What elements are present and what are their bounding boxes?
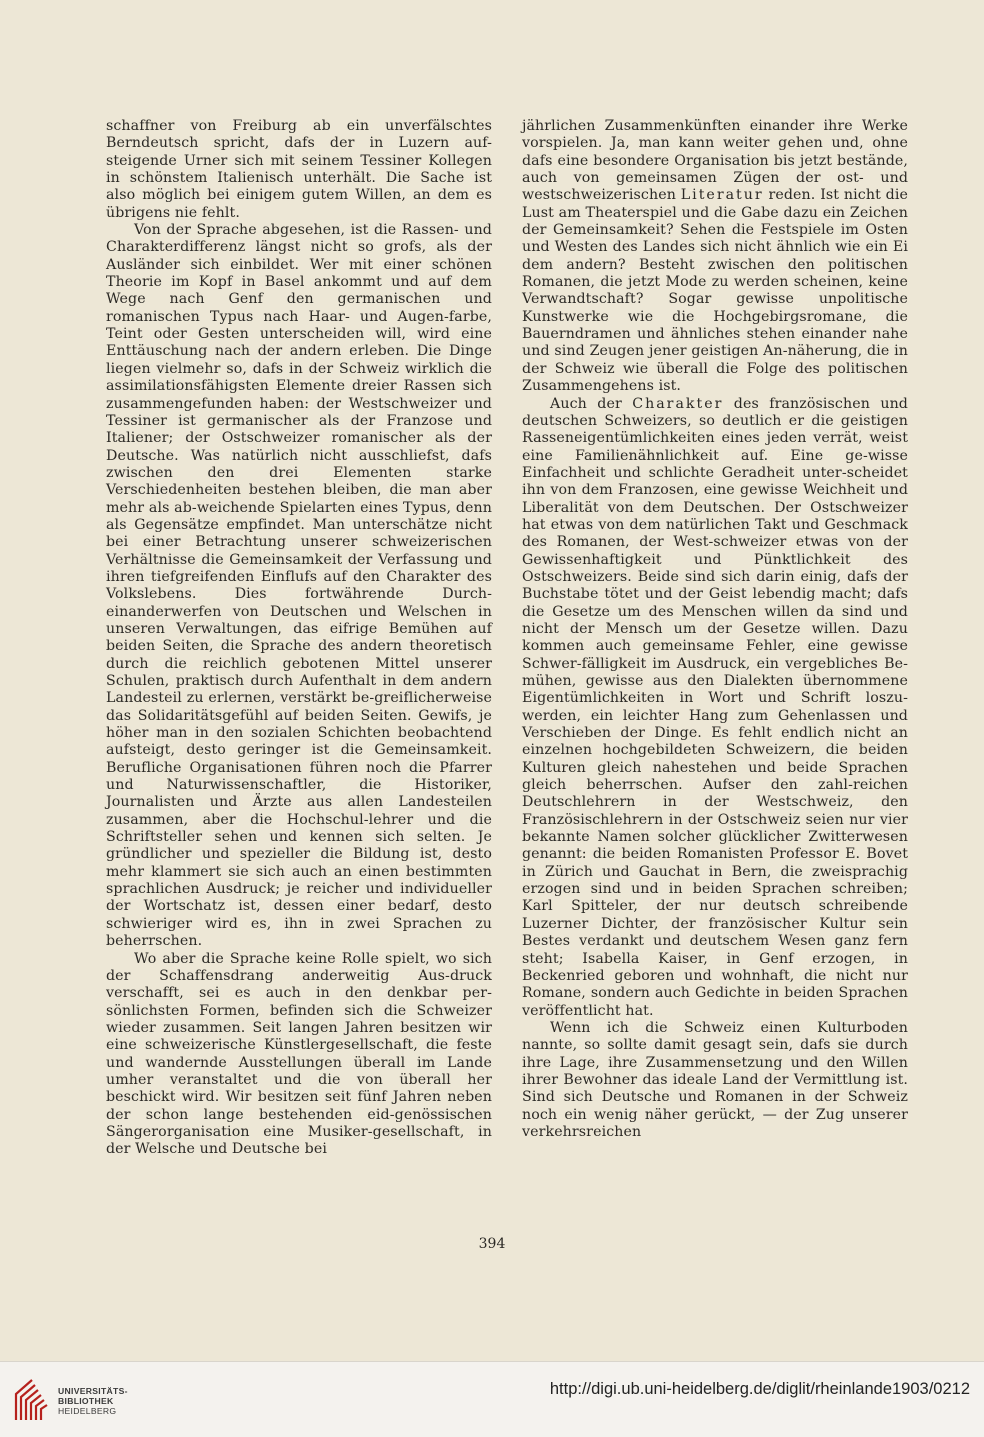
library-name-line: BIBLIOTHEK <box>58 1396 114 1406</box>
source-url-link[interactable]: http://digi.ub.uni-heidelberg.de/diglit/rheinlande1903/0212 <box>549 1380 970 1398</box>
library-name-line: HEIDELBERG <box>58 1406 117 1416</box>
paragraph <box>522 396 908 1020</box>
paragraph: Von der Sprache abgesehen, ist die Rassen- und Charakterdifferenz längst nicht so grofs, als der Ausländer sich einbildet. Wer mit einer schönen Theorie im Kopf in Basel ankommt und auf dem Wege nach Genf den germanischen und romanischen Typus nach Haar- und Augen-farbe, Teint oder Gesten unterscheiden will, wird eine Enttäuschung nach der andern erleben. Die Dinge liegen vielmehr so, dafs in der Schweiz wirklich die assimilationsfähigsten Elemente dreier Rassen sich zusammengefunden haben: der Westschweizer und Tessiner ist germanischer als der Franzose und Italiener; der Ostschweizer romanischer als der Deutsche. Was natürlich nicht ausschliefst, dafs zwischen den drei Elementen starke Verschiedenheiten bestehen bleiben, die man aber mehr als ab-weichende Spielarten eines Typus, denn als Gegensätze empfindet. Man unterschätze nicht bei einer Betrachtung unserer schweizerischen Verhältnisse die Gemeinsamkeit der Verfassung und ihren tiefgreifenden Einflufs auf den Charakter des Volkslebens. Dies fortwährende Durch-einanderwerfen von Deutschen und Welschen in unseren Verwaltungen, das eifrige Bemühen auf beiden Seiten, die Sprache des andern theoretisch durch die reichlich gebotenen Mittel unserer Schulen, praktisch durch Aufenthalt in dem andern Landesteil zu erlernen, verstärkt be-greiflicherweise das Solidaritätsgefühl auf beiden Seiten. Gewifs, je höher man in den sozialen Schichten beobachtend aufsteigt, desto geringer ist die Gemeinsamkeit. Berufliche Organisationen führen noch die Pfarrer und Naturwissenschaftler, die Historiker, Journalisten und Ärzte aus allen Landesteilen zusammen, aber die Hochschul-lehrer und die Schriftsteller sehen und kennen sich selten. Je gründlicher und spezieller die Bildung ist, desto mehr klammert sie sich auch an einen bestimmten sprachlichen Ausdruck; je reicher und individueller der Wortschatz ist, dessen einer bedarf, desto schwieriger wird es, ihn in zwei Sprachen zu beherrschen. <box>106 222 492 950</box>
paragraph: schaffner von Freiburg ab ein unverfälschtes Berndeutsch spricht, dafs der in Luzern auf-steigende Urner sich mit seinem Tessiner Kollegen in schönstem Italienisch unterhält. Die Sache ist also möglich bei einigem gutem Willen, an dem es übrigens nie fehlt. <box>106 118 492 221</box>
paragraph-text: Auch der <box>550 395 633 412</box>
digitization-footer <box>0 1361 984 1437</box>
paragraph: Wo aber die Sprache keine Rolle spielt, wo sich der Schaffensdrang anderweitig Aus-druck verschafft, sei es auch in den denkbar per-sönlichsten Formen, befinden sich die Schweizer wieder zusammen. Seit langen Jahren besitzen wir eine schweizerische Künstlergesellschaft, die feste und wandernde Ausstellungen überall im Lande umher veranstaltet und die von überall her beschickt wird. Wir besitzen seit fünf Jahren neben der schon lange bestehenden eid-genössischen Sängerorganisation eine Musiker-gesellschaft, in der Welsche und Deutsche bei <box>106 950 492 1158</box>
right-text-column <box>522 118 908 1141</box>
paragraph-text: des französischen und deutschen Schweizers, so deutlich er die geistigen Rasseneigentümlichkeiten eines jeden verrät, weist eine Familienähnlichkeit auf. Eine ge-wisse Einfachheit und schlichte Geradheit unter-scheidet ihn von dem Franzosen, eine gewisse Weichheit und Liberalität von dem Deutschen. Der Ostschweizer hat etwas von dem natürlichen Takt und Geschmack des Romanen, der West-schweizer etwas von der Gewissenhaftigkeit und Pünktlichkeit des Ostschweizers. Beide sind sich darin einig, dafs der Buchstabe tötet und der Geist lebendig macht; dafs die Gesetze um des Menschen willen da sind und nicht der Mensch um der Gesetze willen. Dazu kommen auch gemeinsame Fehler, eine gewisse Schwer-fälligkeit im Ausdruck, ein vergebliches Be-mühen, gewisse aus den Dialekten übernommene Eigentümlichkeiten in Wort und Schrift loszu-werden, ein leichter Hang zum Gehenlassen und Verschieben der Dinge. Es fehlt endlich nicht an einzelnen hochgebildeten Schweizern, die beiden Kulturen gleich nahestehen und beide Sprachen gleich beherrschen. Aufser den zahl-reichen Deutschlehrern in der Westschweiz, den Französischlehrern in der Ostschweiz seien nur vier bekannte Namen solcher glücklicher Zwitterwesen genannt: die beiden Romanisten Professor E. Bovet in Zürich und Gauchat in Bern, die zweisprachig erzogen sind und in beiden Sprachen schreiben; Karl Spitteler, der nur deutsch schreibende Luzerner Dichter, der französischer Kultur sein Bestes verdankt und deutschem Wesen ganz fern steht; Isabella Kaiser, in Genf erzogen, in Beckenried geboren und wohnhaft, die nicht nur Romane, sondern auch Gedichte in beiden Sprachen veröffentlicht hat. <box>522 395 908 1019</box>
library-name <box>58 1386 128 1416</box>
paragraph-text: reden. Ist nicht die Lust am Theaterspiel und die Gabe dazu ein Zeichen der Gemeinsamkeit? Sehen die Festspiele im Osten und Westen des Landes sich nicht ähnlich wie ein Ei dem andern? Besteht zwischen den politischen Romanen, die jetzt Mode zu werden scheinen, keine Verwandtschaft? Sogar gewisse unpolitische Kunstwerke wie die Hochgebirgsromane, die Bauerndramen und ähnliches stehen einander nahe und sind Zeugen jener geistigen An-näherung, die in der Schweiz wie überall die Folge des politischen Zusammengehens ist. <box>522 187 908 395</box>
library-logo-icon <box>12 1374 52 1426</box>
paragraph: Wenn ich die Schweiz einen Kulturboden nannte, so sollte damit gesagt sein, dafs sie durch ihre Lage, ihre Zusammensetzung und den Willen ihrer Bewohner das ideale Land der Vermittlung ist. Sind sich Deutsche und Romanen in der Schweiz noch ein wenig näher gerückt, — der Zug unserer verkehrsreichen <box>522 1019 908 1140</box>
page-number: 394 <box>478 1236 506 1252</box>
paragraph <box>522 118 908 396</box>
paragraph-text: jährlichen Zusammenkünften einander ihre Werke vorspielen. Ja, man kann weiter gehen und, ohne dafs eine besondere Organisation bis jetzt bestände, auch von gemeinsamen Zügen der ost- und westschweizerischen <box>522 118 908 204</box>
emphasized-word: Literatur <box>680 187 764 204</box>
library-name-line: UNIVERSITÄTS- <box>58 1386 128 1396</box>
emphasized-word: Charakter <box>632 395 724 412</box>
left-text-column <box>106 118 492 1159</box>
